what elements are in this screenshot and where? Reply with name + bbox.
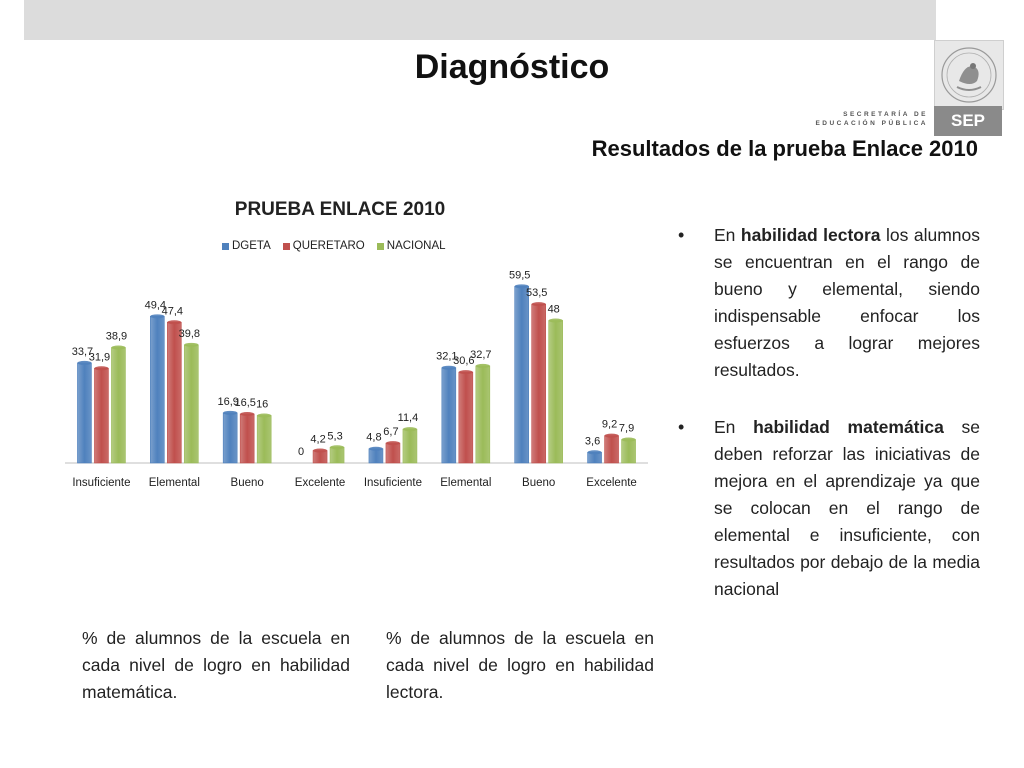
x-tick-label-1: Elemental	[148, 477, 200, 489]
bar-cap-queretaro-4	[386, 441, 400, 445]
bar-nacional-4	[403, 429, 417, 463]
x-tick-label-0: Insuficiente	[72, 477, 131, 489]
caption-reading: % de alumnos de la escuela en cada nivel de logro en habilidad lectora.	[386, 628, 654, 702]
data-label-dgeta-7: 3,6	[584, 435, 601, 448]
data-label-queretaro-2: 16,5	[234, 397, 256, 410]
bar-dgeta-6	[515, 286, 529, 463]
legend-item-dgeta	[222, 240, 271, 252]
bar-nacional-5	[476, 366, 490, 463]
bar-cap-nacional-7	[622, 438, 636, 442]
bullet-dot-icon: •	[678, 225, 685, 245]
bar-cap-queretaro-7	[605, 434, 619, 438]
data-label-nacional-1: 39,8	[178, 327, 201, 340]
bar-cap-dgeta-7	[588, 450, 602, 454]
bar-cap-nacional-6	[549, 318, 563, 322]
data-label-dgeta-0: 33,7	[71, 345, 94, 358]
bar-dgeta-2	[223, 413, 237, 463]
bar-queretaro-6	[532, 304, 546, 463]
bar-queretaro-5	[459, 372, 473, 463]
bullet-reading	[678, 222, 980, 384]
bullet-text	[714, 225, 980, 380]
bullet-text-part: En	[714, 225, 741, 245]
data-label-nacional-4: 11,4	[397, 412, 419, 425]
bar-dgeta-5	[442, 368, 456, 463]
bullet-dot-icon: •	[678, 417, 685, 437]
bar-dgeta-1	[150, 316, 164, 463]
data-label-dgeta-4: 4,8	[366, 431, 382, 444]
data-label-dgeta-1: 49,4	[144, 299, 167, 312]
bar-cap-queretaro-2	[240, 412, 254, 416]
chart-title: PRUEBA ENLACE 2010	[234, 199, 446, 220]
bar-queretaro-1	[167, 322, 181, 463]
mexico-seal-icon	[934, 40, 1004, 110]
bar-chart	[60, 195, 655, 495]
data-label-queretaro-6: 53,5	[525, 287, 548, 300]
bullet-emphasis: habilidad matemática	[753, 417, 944, 437]
page-title: Diagnóstico	[414, 48, 610, 86]
x-tick-label-4: Insuficiente	[363, 477, 423, 489]
bar-queretaro-0	[94, 368, 108, 463]
top-banner	[24, 0, 936, 40]
legend-swatch-dgeta	[222, 243, 229, 250]
data-label-queretaro-5: 30,6	[453, 355, 475, 368]
bar-nacional-6	[549, 320, 563, 463]
bar-cap-dgeta-4	[369, 447, 383, 451]
legend-label-dgeta: DGETA	[232, 240, 271, 252]
legend-swatch-queretaro	[283, 243, 290, 250]
bar-cap-queretaro-6	[532, 302, 546, 306]
bar-dgeta-0	[77, 363, 91, 463]
bar-cap-queretaro-5	[459, 370, 473, 374]
bullet-emphasis: habilidad lectora	[740, 225, 881, 245]
bar-nacional-7	[622, 440, 636, 463]
chart-plot	[60, 255, 655, 495]
bar-cap-nacional-0	[111, 345, 125, 349]
caption-math: % de alumnos de la escuela en cada nivel de logro en habilidad matemática.	[82, 628, 350, 702]
data-label-nacional-3: 5,3	[327, 430, 343, 443]
bullet-text-part: En	[714, 417, 754, 437]
legend-item-nacional	[377, 240, 446, 252]
bar-cap-queretaro-3	[313, 449, 327, 453]
sep-logo-text: SEP	[934, 106, 1002, 136]
data-label-queretaro-1: 47,4	[161, 305, 184, 318]
bar-cap-queretaro-1	[167, 320, 181, 324]
data-label-dgeta-3: 0	[298, 446, 305, 458]
data-label-nacional-7: 7,9	[618, 422, 635, 435]
data-label-nacional-6: 48	[547, 303, 560, 316]
legend-label-nacional: NACIONAL	[386, 240, 446, 252]
legend-swatch-nacional	[377, 243, 384, 250]
x-tick-label-7: Excelente	[586, 477, 637, 489]
bar-cap-nacional-2	[257, 413, 271, 417]
data-label-dgeta-2: 16,9	[217, 395, 239, 408]
x-tick-label-6: Bueno	[522, 477, 556, 489]
data-label-queretaro-0: 31,9	[88, 351, 111, 364]
slide-subtitle: Resultados de la prueba Enlace 2010	[591, 136, 978, 161]
bar-cap-nacional-4	[403, 427, 417, 431]
data-label-queretaro-4: 6,7	[383, 426, 399, 439]
bullet-text-part: los alumnos se encuentran en el rango de bueno y elemental, siendo indispensable enfocar los esfuerzos a lograr mejores resultados.	[714, 225, 980, 380]
data-label-nacional-0: 38,9	[105, 330, 128, 343]
data-label-dgeta-5: 32,1	[436, 350, 458, 363]
chart-legend	[222, 240, 446, 252]
bar-cap-queretaro-0	[94, 366, 108, 370]
bullet-list	[678, 222, 980, 633]
data-label-dgeta-6: 59,5	[508, 269, 531, 282]
bar-queretaro-2	[240, 414, 254, 463]
sep-logo	[815, 38, 1020, 138]
bar-dgeta-4	[369, 449, 383, 463]
bullet-text-part: se deben reforzar las iniciativas de mejora en el aprendizaje ya que se colocan en el rango de elemental e insuficiente, con resultados por debajo de la media nacional	[714, 417, 980, 599]
legend-label-queretaro: QUERETARO	[292, 240, 365, 252]
data-label-queretaro-3: 4,2	[310, 433, 326, 446]
data-label-nacional-5: 32,7	[470, 348, 492, 361]
bar-nacional-3	[330, 447, 344, 463]
bar-nacional-2	[257, 415, 271, 463]
logo-line-1: SECRETARÍA DE	[843, 111, 928, 118]
bar-queretaro-7	[605, 436, 619, 463]
data-label-nacional-2: 16	[256, 398, 269, 411]
bar-nacional-1	[184, 345, 198, 463]
x-tick-label-2: Bueno	[230, 477, 264, 489]
legend-item-queretaro	[283, 240, 365, 252]
x-tick-label-3: Excelente	[294, 477, 346, 489]
data-label-queretaro-7: 9,2	[601, 418, 618, 431]
bar-cap-nacional-1	[184, 343, 198, 347]
bar-nacional-0	[111, 347, 125, 463]
logo-line-2: EDUCACIÓN PÚBLICA	[815, 120, 928, 127]
bar-cap-dgeta-2	[223, 411, 237, 415]
bar-cap-nacional-3	[330, 445, 344, 449]
bar-cap-nacional-5	[476, 364, 490, 368]
bar-queretaro-4	[386, 443, 400, 463]
bullet-math	[678, 414, 980, 603]
x-tick-label-5: Elemental	[440, 477, 492, 489]
bullet-text	[714, 417, 980, 599]
